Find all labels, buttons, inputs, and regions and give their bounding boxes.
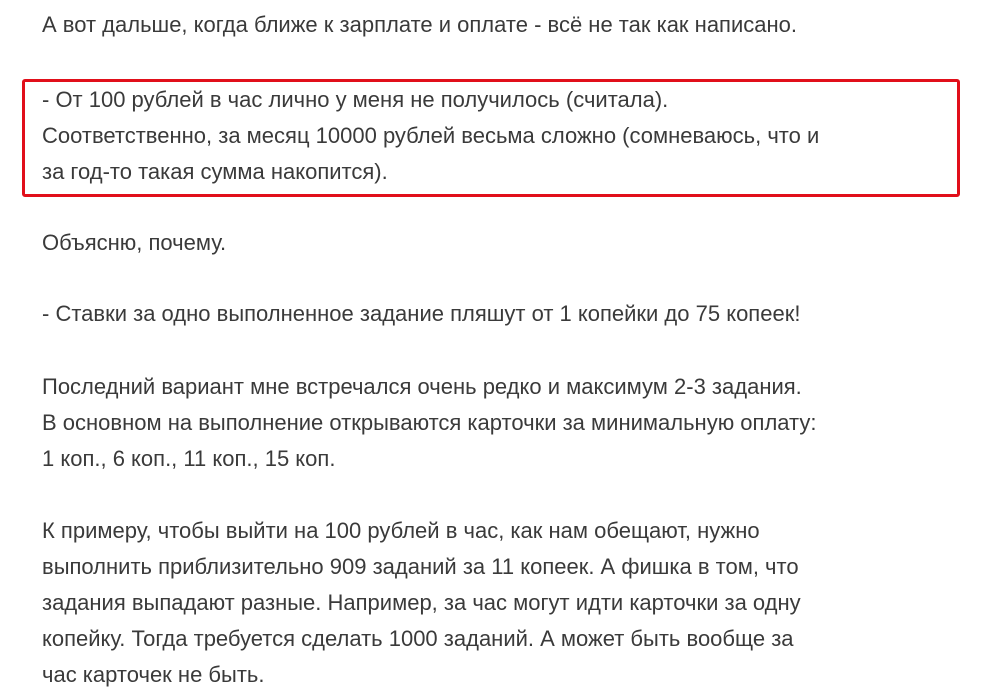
paragraph-explain: Объясню, почему. <box>42 230 227 255</box>
paragraph-rates: - Ставки за одно выполненное задание пляшут от 1 копейки до 75 копеек! <box>42 301 801 326</box>
paragraph-highlighted-earnings: - От 100 рублей в час лично у меня не получилось (считала). Соответственно, за месяц 10000 рублей весьма сложно (сомневаюсь, что и за год-то такая сумма накопится). <box>42 87 820 184</box>
paragraph-cards: Последний вариант мне встречался очень редко и максимум 2-3 задания. В основном на выполнение открываются карточки за минимальную оплату: 1 коп., 6 коп., 11 коп., 15 коп. <box>42 374 817 471</box>
paragraph-salary-intro: А вот дальше, когда ближе к зарплате и оплате - всё не так как написано. <box>42 12 797 37</box>
paragraph-example: К примеру, чтобы выйти на 100 рублей в час, как нам обещают, нужно выполнить приблизительно 909 заданий за 11 копеек. А фишка в том, что задания выпадают разные. Например, за час могут идти карточки за одну копейку. Тогда требуется сделать 1000 заданий. А может быть вообще за час карточек не быть. <box>42 518 801 687</box>
